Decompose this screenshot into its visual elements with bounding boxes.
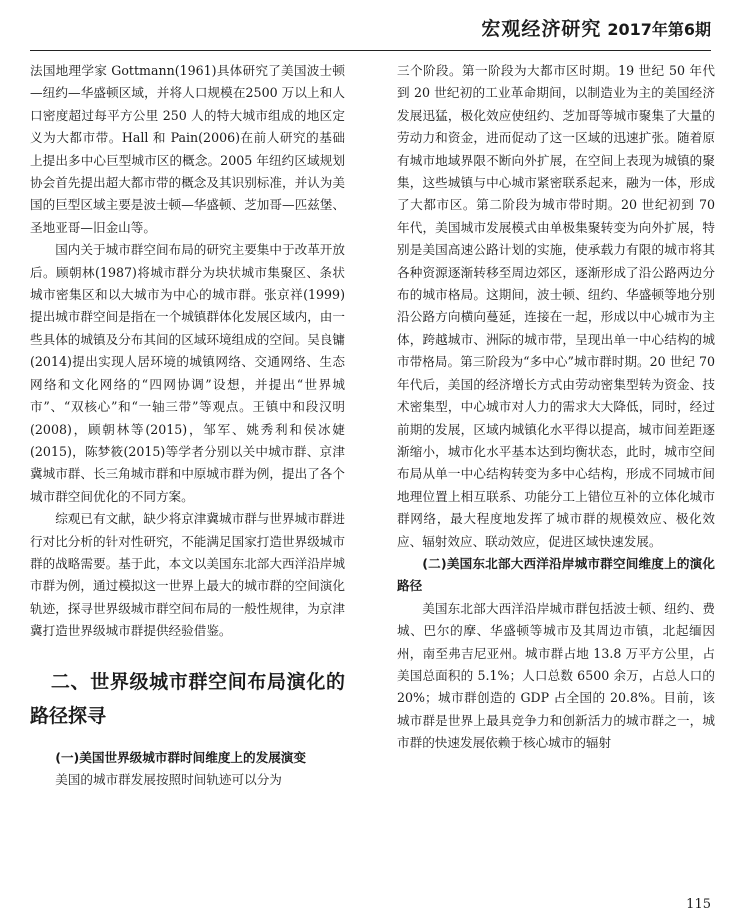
section-heading: 二、世界级城市群空间布局演化的路径探寻 (30, 670, 345, 727)
subsection-heading: (一)美国世界级城市群时间维度上的发展演变 (55, 749, 306, 765)
journal-name: 宏观经济研究 (481, 18, 602, 40)
paragraph: 美国东北部大西洋沿岸城市群包括波士顿、纽约、费城、巴尔的摩、华盛顿等城市及其周边市镇，北起缅因州，南至弗吉尼亚州。城市群占地 13.8 万平方公里，占美国总面积的 5.1%；人口总数 6500 余万，占总人口的 20%；城市群创造的 GDP 占全国的 20.8%。目前，该城市群是世界上最具竞争力和创新活力的城市群之一，城市群的快速发展依赖于核心城市的辐射 (397, 600, 715, 751)
issue-label: 2017年第6期 (607, 20, 711, 39)
page-header (30, 8, 711, 51)
left-column (30, 60, 345, 791)
paragraph: 国内关于城市群空间布局的研究主要集中于改革开放后。顾朝林(1987)将城市群分为块状城市集聚区、条状城市密集区和以大城市为中心的城市群。张京祥(1999)提出城市群空间是指在一个城镇群体化发展区域内，由一些具体的城镇及分布其间的区域环境组成的空间。吴良镛(2014)提出实现人居环境的城镇网络、交通网络、生态网络和文化网络的“四网协调”设想，并提出“世界城市”、“双核心”和“一轴三带”等观点。王镇中和段汉明(2008)，顾朝林等(2015)，邹军、姚秀利和侯冰婕(2015)，陈梦筱(2015)等学者分别以关中城市群、京津冀城市群、长三角城市群和中原城市群为例，提出了各个城市群空间优化的不同方案。 (30, 242, 345, 504)
subsection-heading: (二)美国东北部大西洋沿岸城市群空间维度上的演化路径 (397, 555, 715, 594)
paragraph: 美国的城市群发展按照时间轨迹可以分为 (55, 771, 282, 787)
page-number: 115 (686, 897, 711, 912)
paragraph: 法国地理学家 Gottmann(1961)具体研究了美国波士顿—纽约—华盛顿区域，并将人口规模在2500 万以上和人口密度超过每平方公里 250 人的特大城市组成的地区定义为大都市带。Hall 和 Pain(2006)在前人研究的基础上提出多中心巨型城市区的概念。2005 年纽约区域规划协会首先提出超大都市带的概念及其识别标准，并认为美国的巨型区域主要是波士顿—华盛顿、芝加哥—匹兹堡、圣地亚哥—旧金山等。 (30, 63, 345, 235)
journal-title (481, 14, 711, 41)
right-column (397, 60, 715, 755)
paragraph: 综观已有文献，缺少将京津冀城市群与世界城市群进行对比分析的针对性研究，不能满足国家打造世界级城市群的战略需要。基于此，本文以美国东北部大西洋沿岸城市群为例，通过模拟这一世界上最大的城市群的空间演化轨迹，探寻世界级城市群空间布局的一般性规律，为京津冀打造世界级城市群提供经验借鉴。 (30, 511, 345, 639)
paragraph: 三个阶段。第一阶段为大都市区时期。19 世纪 50 年代到 20 世纪初的工业革命期间，以制造业为主的美国经济发展迅猛，极化效应使纽约、芝加哥等城市聚集了大量的劳动力和资金，进而促动了这一区域的迅速扩张。随着原有城市地域界限不断向外扩展，在空间上表现为城镇的聚集，这些城镇与中心城市紧密联系起来，融为一体，形成了大都市区。第二阶段为城市带时期。20 世纪初到 70 年代，美国城市发展模式由单极集聚转变为向外扩展，特别是美国高速公路计划的实施，使承载力有限的城市将其各种资源逐渐转移至周边郊区，逐渐形成了沿公路两边分布的城市格局。这期间，波士顿、纽约、华盛顿等地分别沿公路方向横向蔓延，连接在一起，形成以中心城市为主体，跨越城市、洲际的城市带，呈现出单一中心结构的城市带格局。第三阶段为“多中心”城市群时期。20 世纪 70 年代后，美国的经济增长方式由劳动密集型转为资金、技术密集型，中心城市对人力的需求大大降低，同时，经过前期的发展，区域内城镇化水平得以提高，城市间差距逐渐缩小，城市化水平基本达到均衡状态，此时，城市空间布局从单一中心结构转变为多中心结构，形成不同城市间地理位置上相互联系、功能分工上错位互补的立体化城市群网络，最大程度地发挥了城市群的规模效应、极化效应、辐射效应、联动效应，促进区域快速发展。 (397, 63, 715, 549)
